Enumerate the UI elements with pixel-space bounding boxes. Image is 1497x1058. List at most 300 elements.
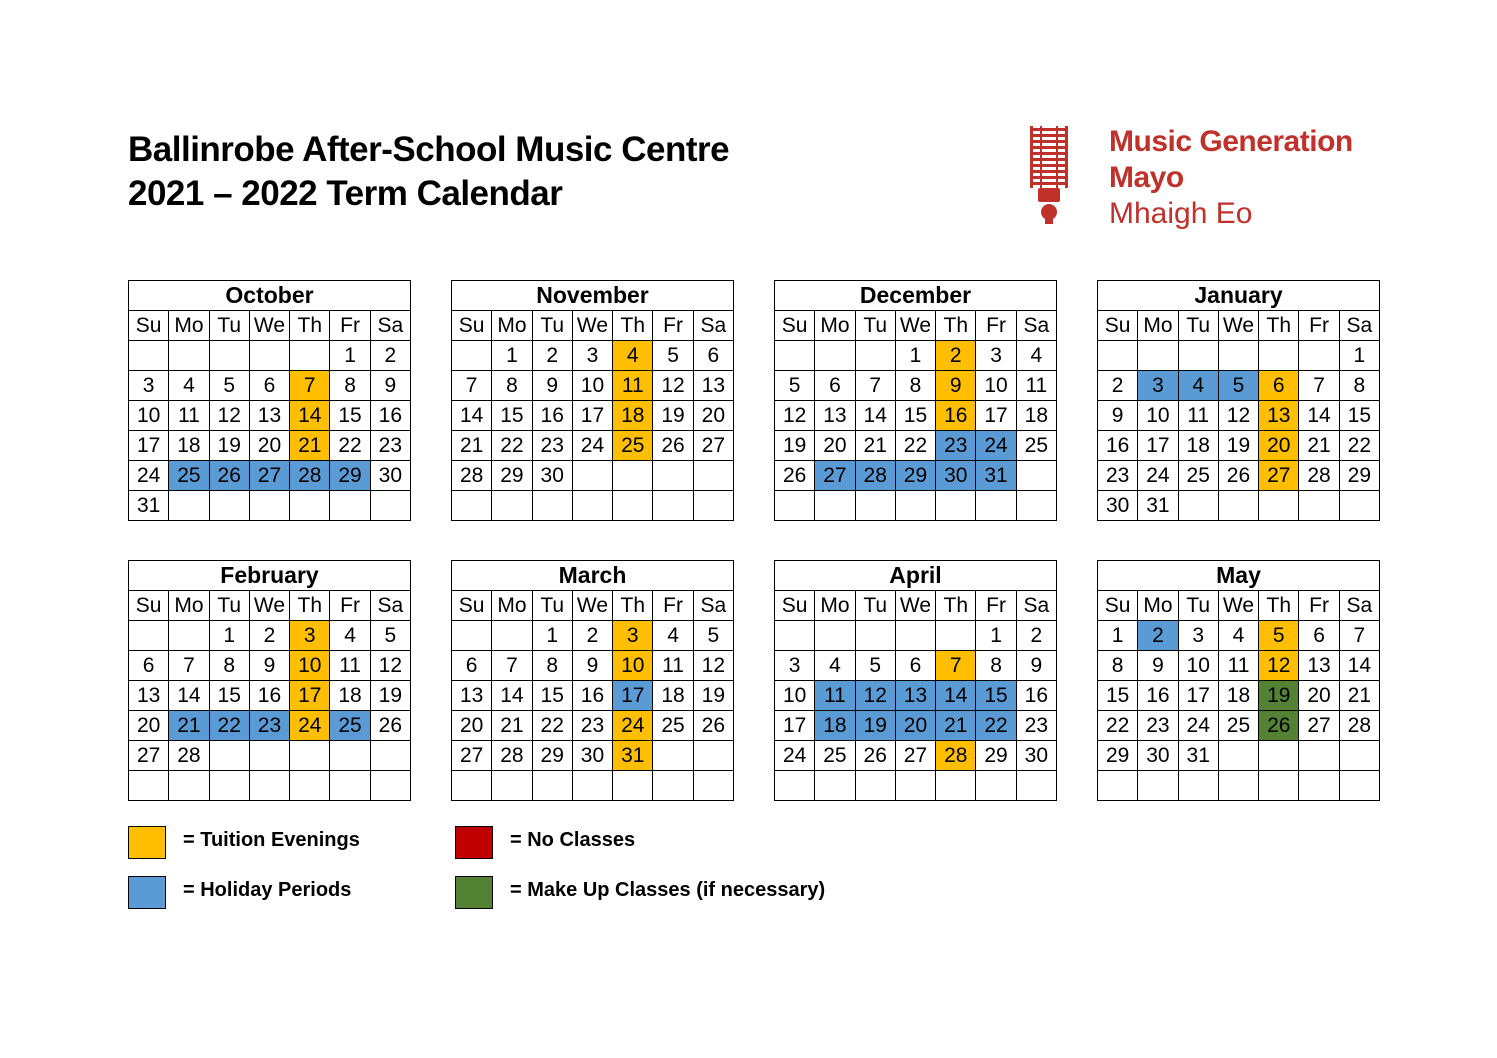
day-cell: 24	[129, 461, 169, 491]
day-cell: 9	[370, 371, 410, 401]
day-cell: 1	[532, 621, 572, 651]
empty-day-cell	[613, 461, 653, 491]
empty-day-cell	[1299, 491, 1339, 521]
day-cell: 3	[976, 341, 1016, 371]
page-title	[128, 128, 729, 216]
empty-day-cell	[775, 491, 815, 521]
empty-day-cell	[693, 771, 733, 801]
day-cell: 3	[613, 621, 653, 651]
day-cell: 8	[1098, 651, 1138, 681]
day-cell: 19	[855, 711, 895, 741]
day-cell: 2	[572, 621, 612, 651]
day-cell: 12	[370, 651, 410, 681]
day-cell: 4	[815, 651, 855, 681]
day-header: Fr	[653, 591, 693, 621]
day-cell: 26	[209, 461, 249, 491]
logo-line-1: Music Generation	[1109, 125, 1353, 158]
day-cell: 13	[129, 681, 169, 711]
day-cell: 21	[452, 431, 492, 461]
day-cell: 30	[1098, 491, 1138, 521]
empty-day-cell	[1178, 491, 1218, 521]
day-cell: 14	[1339, 651, 1379, 681]
month-name: December	[775, 281, 1057, 311]
empty-day-cell	[370, 741, 410, 771]
empty-day-cell	[249, 771, 289, 801]
empty-day-cell	[976, 771, 1016, 801]
week-row	[775, 681, 1057, 711]
empty-day-cell	[129, 621, 169, 651]
empty-day-cell	[452, 771, 492, 801]
day-cell: 2	[249, 621, 289, 651]
day-cell: 2	[1098, 371, 1138, 401]
empty-day-cell	[452, 491, 492, 521]
day-cell: 11	[613, 371, 653, 401]
month-november	[451, 280, 734, 521]
empty-day-cell	[815, 491, 855, 521]
empty-day-cell	[693, 491, 733, 521]
month-name: March	[452, 561, 734, 591]
day-header: We	[895, 311, 935, 341]
month-october	[128, 280, 411, 521]
empty-day-cell	[1016, 491, 1056, 521]
day-cell: 25	[1218, 711, 1258, 741]
day-cell: 31	[1138, 491, 1178, 521]
empty-day-cell	[169, 771, 209, 801]
day-cell: 12	[775, 401, 815, 431]
month-may	[1097, 560, 1380, 801]
day-cell: 7	[452, 371, 492, 401]
day-cell: 6	[129, 651, 169, 681]
day-cell: 14	[855, 401, 895, 431]
day-cell: 20	[1259, 431, 1299, 461]
logo-line-2: Mayo	[1109, 161, 1184, 194]
week-row	[452, 401, 734, 431]
empty-day-cell	[653, 491, 693, 521]
day-cell: 11	[1016, 371, 1056, 401]
day-cell: 26	[653, 431, 693, 461]
day-cell: 12	[1259, 651, 1299, 681]
day-cell: 5	[775, 371, 815, 401]
day-cell: 1	[895, 341, 935, 371]
empty-day-cell	[1098, 771, 1138, 801]
make-up-swatch	[455, 876, 493, 909]
month-table	[1097, 560, 1380, 801]
empty-day-cell	[330, 491, 370, 521]
day-cell: 22	[532, 711, 572, 741]
week-row	[1098, 711, 1380, 741]
week-row	[452, 461, 734, 491]
day-cell: 6	[452, 651, 492, 681]
day-cell: 23	[1016, 711, 1056, 741]
day-cell: 5	[1218, 371, 1258, 401]
day-cell: 6	[249, 371, 289, 401]
month-name: April	[775, 561, 1057, 591]
day-cell: 29	[895, 461, 935, 491]
day-cell: 10	[572, 371, 612, 401]
empty-day-cell	[613, 491, 653, 521]
day-cell: 6	[693, 341, 733, 371]
day-header: Fr	[1299, 591, 1339, 621]
week-row	[775, 771, 1057, 801]
title-line-2: 2021 – 2022 Term Calendar	[128, 174, 563, 213]
day-cell: 8	[209, 651, 249, 681]
week-row	[452, 651, 734, 681]
day-cell: 19	[693, 681, 733, 711]
empty-day-cell	[532, 771, 572, 801]
day-cell: 21	[169, 711, 209, 741]
week-row	[775, 491, 1057, 521]
week-row	[775, 711, 1057, 741]
day-cell: 6	[1259, 371, 1299, 401]
day-cell: 14	[169, 681, 209, 711]
day-header: Tu	[209, 311, 249, 341]
day-header: Th	[613, 591, 653, 621]
week-row	[1098, 491, 1380, 521]
day-cell: 30	[370, 461, 410, 491]
day-cell: 17	[976, 401, 1016, 431]
day-cell: 9	[1016, 651, 1056, 681]
day-cell: 20	[452, 711, 492, 741]
empty-day-cell	[895, 491, 935, 521]
week-row	[452, 711, 734, 741]
day-cell: 1	[1098, 621, 1138, 651]
week-row	[1098, 741, 1380, 771]
day-cell: 26	[775, 461, 815, 491]
day-cell: 9	[572, 651, 612, 681]
day-cell: 18	[330, 681, 370, 711]
music-generation-logo	[1030, 124, 1390, 239]
month-table	[451, 560, 734, 801]
empty-day-cell	[1138, 341, 1178, 371]
empty-day-cell	[1016, 461, 1056, 491]
empty-day-cell	[169, 341, 209, 371]
week-row	[129, 681, 411, 711]
empty-day-cell	[855, 491, 895, 521]
day-cell: 24	[1178, 711, 1218, 741]
day-cell: 8	[330, 371, 370, 401]
day-header: Su	[1098, 591, 1138, 621]
day-cell: 20	[815, 431, 855, 461]
empty-day-cell	[1299, 741, 1339, 771]
day-cell: 27	[693, 431, 733, 461]
day-cell: 1	[209, 621, 249, 651]
day-cell: 21	[1339, 681, 1379, 711]
day-cell: 13	[1259, 401, 1299, 431]
day-cell: 16	[936, 401, 976, 431]
day-cell: 1	[976, 621, 1016, 651]
empty-day-cell	[290, 771, 330, 801]
week-row	[775, 341, 1057, 371]
day-header: Fr	[330, 591, 370, 621]
empty-day-cell	[1259, 741, 1299, 771]
day-cell: 18	[1218, 681, 1258, 711]
empty-day-cell	[290, 341, 330, 371]
day-cell: 13	[895, 681, 935, 711]
day-cell: 23	[936, 431, 976, 461]
empty-day-cell	[290, 491, 330, 521]
day-header: Sa	[693, 311, 733, 341]
day-header: Fr	[976, 311, 1016, 341]
day-header: We	[572, 591, 612, 621]
day-cell: 29	[330, 461, 370, 491]
day-cell: 28	[492, 741, 532, 771]
month-table	[128, 560, 411, 801]
empty-day-cell	[653, 461, 693, 491]
day-header: Th	[936, 311, 976, 341]
day-cell: 2	[370, 341, 410, 371]
legend-make-up-label: = Make Up Classes (if necessary)	[510, 879, 826, 901]
day-cell: 31	[976, 461, 1016, 491]
month-table	[774, 560, 1057, 801]
empty-day-cell	[1138, 771, 1178, 801]
day-cell: 16	[1138, 681, 1178, 711]
day-header: Su	[1098, 311, 1138, 341]
empty-day-cell	[370, 491, 410, 521]
month-name: October	[129, 281, 411, 311]
day-header: Mo	[492, 311, 532, 341]
day-header: Fr	[976, 591, 1016, 621]
empty-day-cell	[1259, 771, 1299, 801]
empty-day-cell	[1218, 341, 1258, 371]
legend-tuition-label: = Tuition Evenings	[183, 829, 360, 851]
week-row	[129, 431, 411, 461]
day-cell: 13	[249, 401, 289, 431]
day-cell: 26	[1259, 711, 1299, 741]
day-header: Mo	[1138, 311, 1178, 341]
day-cell: 21	[855, 431, 895, 461]
day-cell: 17	[129, 431, 169, 461]
day-cell: 7	[290, 371, 330, 401]
day-cell: 18	[613, 401, 653, 431]
day-cell: 2	[1016, 621, 1056, 651]
day-header: We	[895, 591, 935, 621]
microphone-icon	[1030, 124, 1076, 224]
day-cell: 8	[976, 651, 1016, 681]
day-header: We	[1218, 591, 1258, 621]
empty-day-cell	[1178, 341, 1218, 371]
day-cell: 12	[855, 681, 895, 711]
day-cell: 26	[1218, 461, 1258, 491]
empty-day-cell	[1218, 741, 1258, 771]
empty-day-cell	[209, 771, 249, 801]
day-cell: 19	[1259, 681, 1299, 711]
day-cell: 29	[1098, 741, 1138, 771]
day-cell: 12	[693, 651, 733, 681]
month-table	[774, 280, 1057, 521]
empty-day-cell	[936, 491, 976, 521]
week-row	[129, 741, 411, 771]
week-row	[452, 431, 734, 461]
day-cell: 9	[249, 651, 289, 681]
month-name: May	[1098, 561, 1380, 591]
day-cell: 2	[532, 341, 572, 371]
day-header: We	[249, 311, 289, 341]
day-cell: 11	[1178, 401, 1218, 431]
day-cell: 5	[855, 651, 895, 681]
day-cell: 25	[1016, 431, 1056, 461]
empty-day-cell	[249, 741, 289, 771]
day-cell: 9	[1138, 651, 1178, 681]
no-classes-swatch	[455, 826, 493, 859]
day-cell: 14	[492, 681, 532, 711]
day-cell: 19	[209, 431, 249, 461]
day-header: Mo	[169, 591, 209, 621]
day-header: Sa	[1339, 311, 1379, 341]
week-row	[129, 711, 411, 741]
day-cell: 22	[976, 711, 1016, 741]
empty-day-cell	[1259, 341, 1299, 371]
day-header: Fr	[330, 311, 370, 341]
empty-day-cell	[169, 491, 209, 521]
day-cell: 4	[330, 621, 370, 651]
day-cell: 15	[330, 401, 370, 431]
day-header: Fr	[653, 311, 693, 341]
day-cell: 10	[976, 371, 1016, 401]
day-cell: 25	[815, 741, 855, 771]
empty-day-cell	[209, 741, 249, 771]
day-cell: 18	[1178, 431, 1218, 461]
day-cell: 11	[169, 401, 209, 431]
empty-day-cell	[492, 621, 532, 651]
empty-day-cell	[370, 771, 410, 801]
day-cell: 18	[653, 681, 693, 711]
day-cell: 2	[936, 341, 976, 371]
empty-day-cell	[1339, 491, 1379, 521]
day-cell: 14	[452, 401, 492, 431]
day-cell: 22	[330, 431, 370, 461]
empty-day-cell	[1259, 491, 1299, 521]
week-row	[452, 371, 734, 401]
empty-day-cell	[290, 741, 330, 771]
day-cell: 20	[129, 711, 169, 741]
empty-day-cell	[452, 341, 492, 371]
day-cell: 28	[169, 741, 209, 771]
empty-day-cell	[653, 771, 693, 801]
day-cell: 19	[370, 681, 410, 711]
day-header: Sa	[1016, 591, 1056, 621]
day-cell: 22	[209, 711, 249, 741]
month-name: February	[129, 561, 411, 591]
empty-day-cell	[572, 491, 612, 521]
empty-day-cell	[1339, 741, 1379, 771]
day-cell: 5	[693, 621, 733, 651]
day-cell: 24	[572, 431, 612, 461]
week-row	[775, 461, 1057, 491]
day-header: Sa	[1016, 311, 1056, 341]
day-cell: 11	[330, 651, 370, 681]
empty-day-cell	[1178, 771, 1218, 801]
day-cell: 23	[572, 711, 612, 741]
week-row	[1098, 341, 1380, 371]
day-cell: 4	[1178, 371, 1218, 401]
week-row	[1098, 431, 1380, 461]
empty-day-cell	[492, 491, 532, 521]
day-cell: 31	[1178, 741, 1218, 771]
day-cell: 21	[290, 431, 330, 461]
day-cell: 28	[1339, 711, 1379, 741]
week-row	[452, 491, 734, 521]
day-header: Tu	[1178, 311, 1218, 341]
day-header: Su	[452, 311, 492, 341]
legend-holiday-label: = Holiday Periods	[183, 879, 352, 901]
day-cell: 24	[613, 711, 653, 741]
day-cell: 14	[1299, 401, 1339, 431]
empty-day-cell	[815, 341, 855, 371]
empty-day-cell	[1339, 771, 1379, 801]
day-header: Tu	[532, 591, 572, 621]
day-header: Tu	[1178, 591, 1218, 621]
day-header: Th	[613, 311, 653, 341]
day-cell: 10	[613, 651, 653, 681]
day-cell: 18	[1016, 401, 1056, 431]
day-cell: 15	[1098, 681, 1138, 711]
day-cell: 30	[1016, 741, 1056, 771]
day-cell: 19	[775, 431, 815, 461]
day-cell: 7	[1299, 371, 1339, 401]
week-row	[129, 401, 411, 431]
day-cell: 9	[532, 371, 572, 401]
day-header: We	[249, 591, 289, 621]
day-cell: 24	[976, 431, 1016, 461]
day-header: We	[572, 311, 612, 341]
day-cell: 6	[895, 651, 935, 681]
empty-day-cell	[249, 341, 289, 371]
empty-day-cell	[572, 461, 612, 491]
day-cell: 31	[613, 741, 653, 771]
day-header: Su	[775, 591, 815, 621]
day-cell: 28	[1299, 461, 1339, 491]
day-cell: 12	[653, 371, 693, 401]
empty-day-cell	[613, 771, 653, 801]
day-cell: 29	[1339, 461, 1379, 491]
day-cell: 8	[532, 651, 572, 681]
day-cell: 9	[1098, 401, 1138, 431]
empty-day-cell	[532, 491, 572, 521]
week-row	[1098, 771, 1380, 801]
day-cell: 20	[249, 431, 289, 461]
day-cell: 5	[1259, 621, 1299, 651]
day-cell: 16	[572, 681, 612, 711]
day-cell: 28	[855, 461, 895, 491]
day-header: Su	[452, 591, 492, 621]
week-row	[1098, 401, 1380, 431]
day-cell: 29	[492, 461, 532, 491]
empty-day-cell	[855, 341, 895, 371]
day-cell: 11	[815, 681, 855, 711]
day-cell: 27	[815, 461, 855, 491]
day-cell: 15	[532, 681, 572, 711]
empty-day-cell	[936, 771, 976, 801]
day-cell: 12	[209, 401, 249, 431]
day-cell: 24	[1138, 461, 1178, 491]
day-header: Sa	[693, 591, 733, 621]
day-cell: 21	[1299, 431, 1339, 461]
day-cell: 22	[492, 431, 532, 461]
day-header: Fr	[1299, 311, 1339, 341]
day-cell: 29	[532, 741, 572, 771]
empty-day-cell	[209, 341, 249, 371]
month-april	[774, 560, 1057, 801]
day-cell: 17	[775, 711, 815, 741]
empty-day-cell	[209, 491, 249, 521]
day-cell: 28	[452, 461, 492, 491]
day-header: Mo	[815, 591, 855, 621]
day-cell: 24	[775, 741, 815, 771]
week-row	[452, 771, 734, 801]
day-header: Su	[129, 311, 169, 341]
day-cell: 13	[815, 401, 855, 431]
day-cell: 16	[1098, 431, 1138, 461]
